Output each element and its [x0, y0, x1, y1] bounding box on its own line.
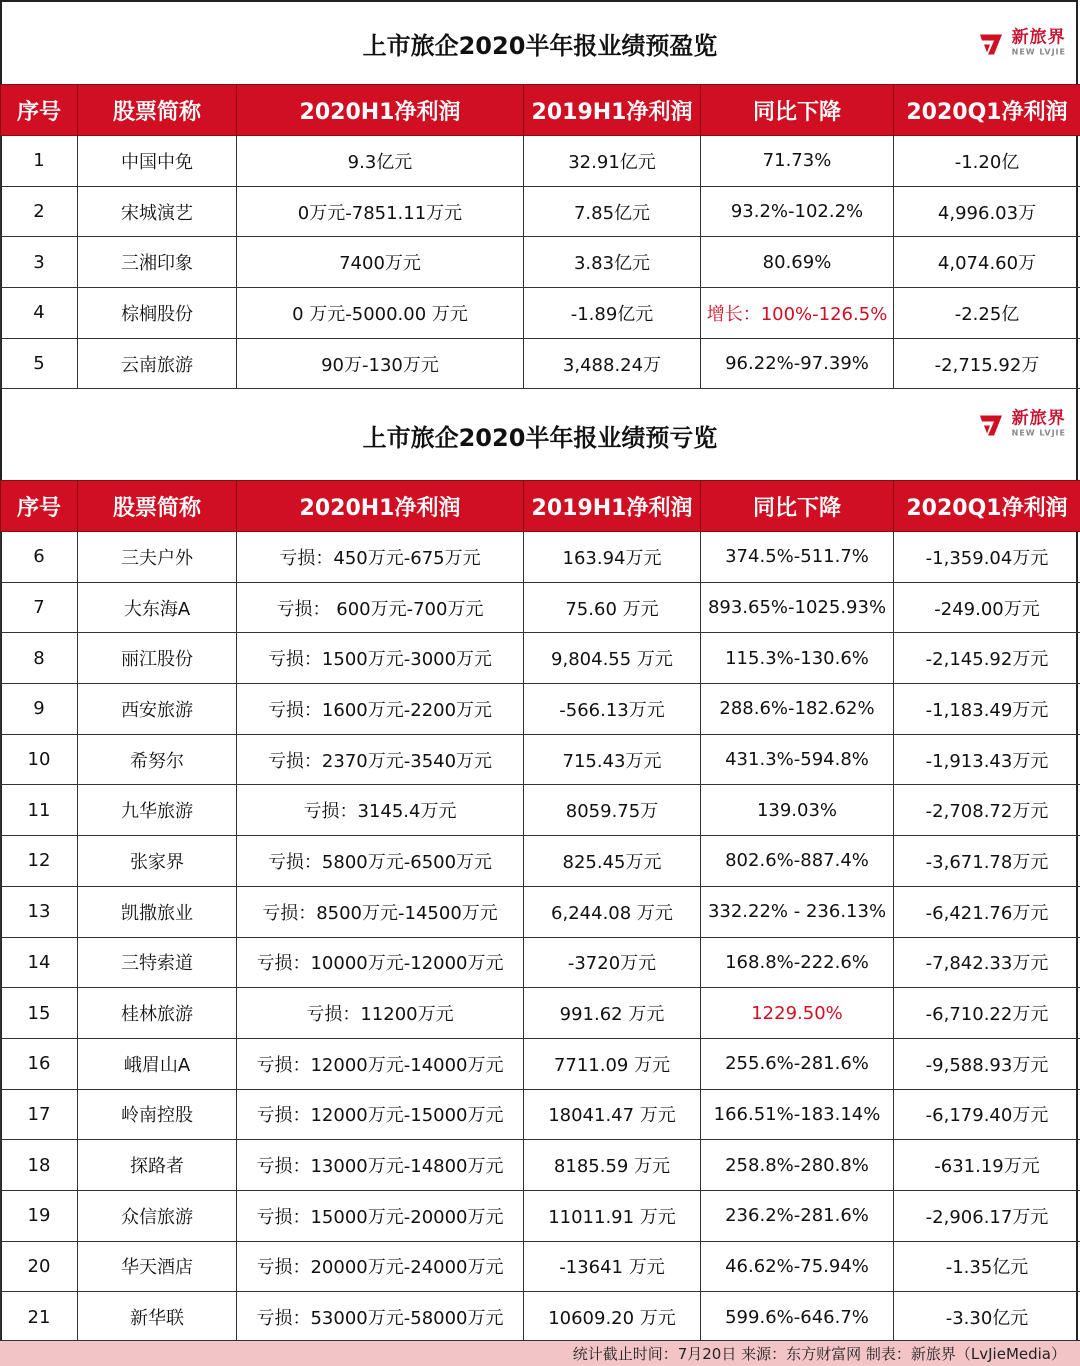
cell-net-profit-2019h1: 8059.75万	[524, 785, 701, 836]
cell-index: 7	[1, 582, 78, 633]
cell-index: 4	[1, 288, 78, 339]
cell-stock-name: 峨眉山A	[78, 1038, 237, 1089]
cell-net-profit-2020q1: -1,913.43万元	[894, 734, 1080, 785]
cell-yoy-change: 332.22% - 236.13%	[701, 886, 894, 937]
logo-cn-text: 新旅界	[1011, 408, 1066, 429]
table-row	[1, 136, 1080, 187]
cell-net-profit-2020h1: 9.3亿元	[237, 136, 524, 187]
column-header-net-profit-2020q1: 2020Q1净利润	[894, 85, 1080, 136]
cell-yoy-change: 93.2%-102.2%	[701, 186, 894, 237]
cell-stock-name: 大东海A	[78, 582, 237, 633]
profit-table	[0, 84, 1080, 389]
cell-yoy-change: 288.6%-182.62%	[701, 684, 894, 735]
cell-index: 12	[1, 836, 78, 887]
cell-index: 5	[1, 338, 78, 389]
column-header-net-profit-2020q1: 2020Q1净利润	[894, 481, 1080, 532]
cell-index: 6	[1, 532, 78, 583]
cell-net-profit-2020h1: 亏损：3145.4万元	[237, 785, 524, 836]
table-row	[1, 288, 1080, 339]
cell-index: 9	[1, 684, 78, 735]
table-row	[1, 582, 1080, 633]
cell-net-profit-2019h1: 18041.47 万元	[524, 1089, 701, 1140]
cell-yoy-change: 139.03%	[701, 785, 894, 836]
cell-net-profit-2020h1: 亏损：1500万元-3000万元	[237, 633, 524, 684]
cell-index: 8	[1, 633, 78, 684]
loss-table-header-row	[1, 481, 1080, 532]
cell-yoy-change: 71.73%	[701, 136, 894, 187]
cell-stock-name: 云南旅游	[78, 338, 237, 389]
table-row	[1, 1038, 1080, 1089]
cell-index: 16	[1, 1038, 78, 1089]
cell-net-profit-2019h1: 32.91亿元	[524, 136, 701, 187]
cell-index: 20	[1, 1241, 78, 1292]
profit-section-header	[0, 2, 1080, 84]
cell-net-profit-2019h1: 75.60 万元	[524, 582, 701, 633]
cell-yoy-change: 增长：100%-126.5%	[701, 288, 894, 339]
loss-section-header	[0, 390, 1080, 480]
cell-net-profit-2020h1: 亏损：12000万元-15000万元	[237, 1089, 524, 1140]
table-row	[1, 1190, 1080, 1241]
column-header-net-profit-2020h1: 2020H1净利润	[237, 85, 524, 136]
cell-yoy-change: 46.62%-75.94%	[701, 1241, 894, 1292]
cell-net-profit-2020q1: -3.30亿元	[894, 1292, 1080, 1343]
cell-stock-name: 西安旅游	[78, 684, 237, 735]
brand-logo	[978, 27, 1066, 57]
column-header-index: 序号	[1, 85, 78, 136]
cell-stock-name: 岭南控股	[78, 1089, 237, 1140]
logo-mark-icon	[978, 411, 1008, 437]
table-row	[1, 338, 1080, 389]
cell-index: 21	[1, 1292, 78, 1343]
cell-net-profit-2020h1: 亏损： 600万元-700万元	[237, 582, 524, 633]
cell-yoy-change: 599.6%-646.7%	[701, 1292, 894, 1343]
cell-yoy-change: 96.22%-97.39%	[701, 338, 894, 389]
cell-yoy-change: 431.3%-594.8%	[701, 734, 894, 785]
cell-net-profit-2020q1: -2,708.72万元	[894, 785, 1080, 836]
table-row	[1, 836, 1080, 887]
logo-en-text: NEW LVJIE	[1011, 47, 1066, 57]
cell-net-profit-2019h1: 715.43万元	[524, 734, 701, 785]
cell-net-profit-2019h1: -13641 万元	[524, 1241, 701, 1292]
cell-yoy-change: 236.2%-281.6%	[701, 1190, 894, 1241]
table-row	[1, 1089, 1080, 1140]
table-row	[1, 785, 1080, 836]
cell-net-profit-2020h1: 90万-130万元	[237, 338, 524, 389]
cell-index: 1	[1, 136, 78, 187]
cell-net-profit-2020q1: -2,906.17万元	[894, 1190, 1080, 1241]
cell-net-profit-2020h1: 亏损：20000万元-24000万元	[237, 1241, 524, 1292]
cell-net-profit-2020q1: 4,996.03万	[894, 186, 1080, 237]
column-header-yoy-change: 同比下降	[701, 85, 894, 136]
cell-net-profit-2020q1: -2,145.92万元	[894, 633, 1080, 684]
cell-net-profit-2020q1: -1,183.49万元	[894, 684, 1080, 735]
cell-stock-name: 希努尔	[78, 734, 237, 785]
cell-net-profit-2019h1: 3.83亿元	[524, 237, 701, 288]
logo-mark-icon	[978, 30, 1008, 56]
loss-table	[0, 480, 1080, 1343]
cell-stock-name: 三夫户外	[78, 532, 237, 583]
cell-yoy-change: 802.6%-887.4%	[701, 836, 894, 887]
cell-net-profit-2019h1: 7711.09 万元	[524, 1038, 701, 1089]
cell-stock-name: 桂林旅游	[78, 988, 237, 1039]
cell-stock-name: 棕榈股份	[78, 288, 237, 339]
table-row	[1, 988, 1080, 1039]
cell-net-profit-2020h1: 0万元-7851.11万元	[237, 186, 524, 237]
cell-net-profit-2020q1: -3,671.78万元	[894, 836, 1080, 887]
cell-index: 10	[1, 734, 78, 785]
cell-stock-name: 中国中免	[78, 136, 237, 187]
cell-net-profit-2020q1: -6,421.76万元	[894, 886, 1080, 937]
cell-stock-name: 丽江股份	[78, 633, 237, 684]
cell-index: 13	[1, 886, 78, 937]
cell-net-profit-2019h1: -566.13万元	[524, 684, 701, 735]
cell-net-profit-2020q1: -7,842.33万元	[894, 937, 1080, 988]
cell-net-profit-2019h1: 11011.91 万元	[524, 1190, 701, 1241]
cell-net-profit-2019h1: -3720万元	[524, 937, 701, 988]
cell-index: 17	[1, 1089, 78, 1140]
cell-index: 3	[1, 237, 78, 288]
cell-index: 11	[1, 785, 78, 836]
cell-yoy-change: 893.65%-1025.93%	[701, 582, 894, 633]
brand-logo	[978, 408, 1066, 438]
footer-source-note	[0, 1340, 1080, 1366]
cell-stock-name: 张家界	[78, 836, 237, 887]
cell-net-profit-2020h1: 亏损：13000万元-14800万元	[237, 1140, 524, 1191]
cell-stock-name: 探路者	[78, 1140, 237, 1191]
table-row	[1, 1292, 1080, 1343]
cell-stock-name: 华天酒店	[78, 1241, 237, 1292]
cell-stock-name: 凯撒旅业	[78, 886, 237, 937]
column-header-yoy-change: 同比下降	[701, 481, 894, 532]
cell-stock-name: 新华联	[78, 1292, 237, 1343]
column-header-index: 序号	[1, 481, 78, 532]
cell-net-profit-2019h1: 163.94万元	[524, 532, 701, 583]
cell-stock-name: 众信旅游	[78, 1190, 237, 1241]
column-header-stock-name: 股票简称	[78, 85, 237, 136]
cell-net-profit-2019h1: 9,804.55 万元	[524, 633, 701, 684]
table-row	[1, 886, 1080, 937]
logo-en-text: NEW LVJIE	[1011, 428, 1066, 438]
cell-yoy-change: 374.5%-511.7%	[701, 532, 894, 583]
cell-net-profit-2020q1: -6,179.40万元	[894, 1089, 1080, 1140]
profit-table-header-row	[1, 85, 1080, 136]
logo-cn-text: 新旅界	[1011, 27, 1066, 48]
cell-stock-name: 三湘印象	[78, 237, 237, 288]
table-row	[1, 237, 1080, 288]
cell-net-profit-2020h1: 亏损：11200万元	[237, 988, 524, 1039]
cell-stock-name: 九华旅游	[78, 785, 237, 836]
cell-net-profit-2020h1: 亏损：5800万元-6500万元	[237, 836, 524, 887]
column-header-net-profit-2020h1: 2020H1净利润	[237, 481, 524, 532]
cell-net-profit-2020h1: 亏损：8500万元-14500万元	[237, 886, 524, 937]
cell-net-profit-2019h1: 3,488.24万	[524, 338, 701, 389]
cell-net-profit-2019h1: 6,244.08 万元	[524, 886, 701, 937]
column-header-net-profit-2019h1: 2019H1净利润	[524, 85, 701, 136]
cell-net-profit-2020q1: -9,588.93万元	[894, 1038, 1080, 1089]
cell-net-profit-2020h1: 亏损：1600万元-2200万元	[237, 684, 524, 735]
column-header-stock-name: 股票简称	[78, 481, 237, 532]
cell-net-profit-2019h1: 8185.59 万元	[524, 1140, 701, 1191]
cell-yoy-change: 258.8%-280.8%	[701, 1140, 894, 1191]
cell-net-profit-2020q1: -1,359.04万元	[894, 532, 1080, 583]
cell-net-profit-2020h1: 亏损：10000万元-12000万元	[237, 937, 524, 988]
loss-section-title: 上市旅企2020半年报业绩预亏览	[362, 423, 718, 452]
profit-section-title: 上市旅企2020半年报业绩预盈览	[362, 31, 718, 60]
cell-net-profit-2020h1: 亏损：15000万元-20000万元	[237, 1190, 524, 1241]
table-row	[1, 633, 1080, 684]
table-row	[1, 734, 1080, 785]
cell-net-profit-2020h1: 0 万元-5000.00 万元	[237, 288, 524, 339]
table-row	[1, 937, 1080, 988]
cell-net-profit-2019h1: 10609.20 万元	[524, 1292, 701, 1343]
cell-net-profit-2020q1: -6,710.22万元	[894, 988, 1080, 1039]
column-header-net-profit-2019h1: 2019H1净利润	[524, 481, 701, 532]
footer-text: 统计截止时间：7月20日 来源：东方财富网 制表：新旅界（LvJieMedia）	[572, 1345, 1066, 1363]
cell-net-profit-2020h1: 亏损：450万元-675万元	[237, 532, 524, 583]
cell-index: 2	[1, 186, 78, 237]
cell-index: 19	[1, 1190, 78, 1241]
cell-yoy-change: 166.51%-183.14%	[701, 1089, 894, 1140]
cell-stock-name: 宋城演艺	[78, 186, 237, 237]
cell-net-profit-2020q1: -1.35亿元	[894, 1241, 1080, 1292]
cell-net-profit-2019h1: -1.89亿元	[524, 288, 701, 339]
cell-net-profit-2019h1: 825.45万元	[524, 836, 701, 887]
cell-net-profit-2020q1: -249.00万元	[894, 582, 1080, 633]
cell-net-profit-2020h1: 亏损：12000万元-14000万元	[237, 1038, 524, 1089]
cell-net-profit-2020q1: -2,715.92万	[894, 338, 1080, 389]
cell-net-profit-2020q1: -1.20亿	[894, 136, 1080, 187]
cell-index: 14	[1, 937, 78, 988]
cell-yoy-change: 115.3%-130.6%	[701, 633, 894, 684]
cell-yoy-change: 1229.50%	[701, 988, 894, 1039]
cell-net-profit-2020h1: 7400万元	[237, 237, 524, 288]
cell-net-profit-2020q1: -2.25亿	[894, 288, 1080, 339]
cell-yoy-change: 168.8%-222.6%	[701, 937, 894, 988]
table-row	[1, 532, 1080, 583]
cell-net-profit-2020q1: -631.19万元	[894, 1140, 1080, 1191]
table-row	[1, 1241, 1080, 1292]
table-row	[1, 684, 1080, 735]
cell-yoy-change: 80.69%	[701, 237, 894, 288]
cell-net-profit-2019h1: 7.85亿元	[524, 186, 701, 237]
cell-yoy-change: 255.6%-281.6%	[701, 1038, 894, 1089]
cell-net-profit-2020h1: 亏损：53000万元-58000万元	[237, 1292, 524, 1343]
cell-index: 15	[1, 988, 78, 1039]
cell-net-profit-2019h1: 991.62 万元	[524, 988, 701, 1039]
cell-stock-name: 三特索道	[78, 937, 237, 988]
table-row	[1, 186, 1080, 237]
table-row	[1, 1140, 1080, 1191]
cell-net-profit-2020h1: 亏损：2370万元-3540万元	[237, 734, 524, 785]
cell-net-profit-2020q1: 4,074.60万	[894, 237, 1080, 288]
cell-index: 18	[1, 1140, 78, 1191]
